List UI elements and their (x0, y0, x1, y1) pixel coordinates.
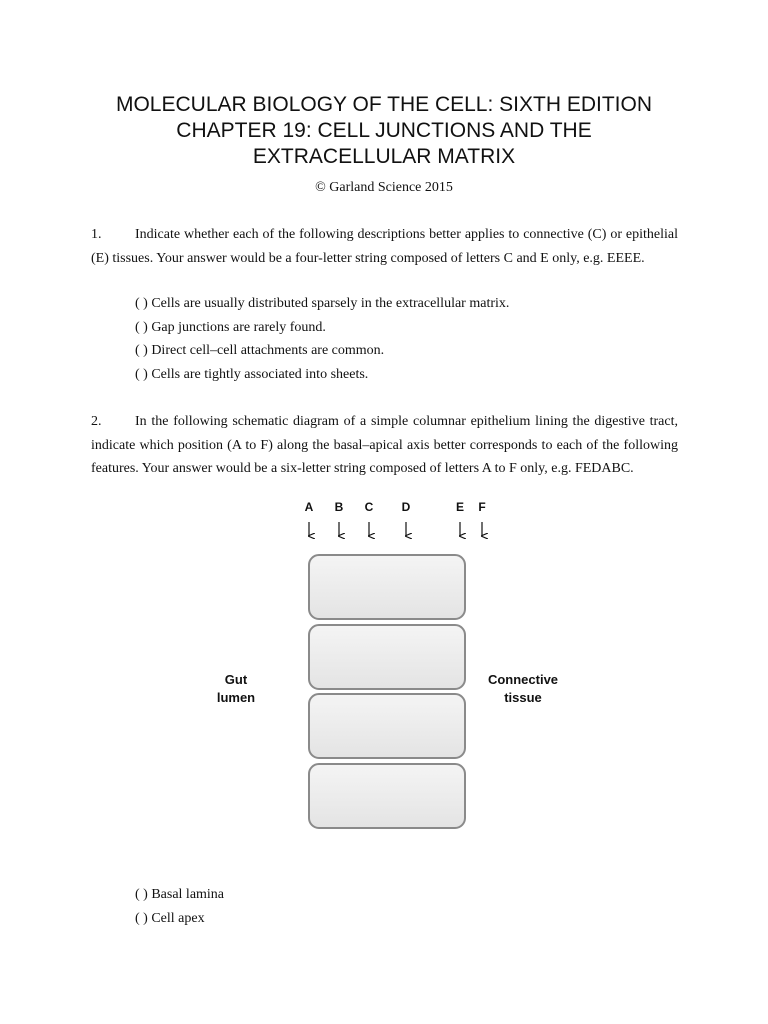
question-1-option-4[interactable]: ( ) Cells are tightly associated into sheets. (135, 367, 369, 382)
question-2-option-2[interactable]: ( ) Cell apex (135, 911, 205, 926)
question-2-text: In the following schematic diagram of a simple columnar epithelium lining the digestive tract, indicate which position (A to F) along the basal–apical axis better corresponds to each of the following features. Your answer would be a six-letter string composed of letters A to F only, e.g. FEDABC. (91, 414, 678, 476)
connective-tissue-label: Connective tissue (487, 672, 559, 705)
position-label-e: E (455, 500, 464, 514)
epithelium-diagram (0, 495, 768, 845)
gut-lumen-label: Gut lumen (216, 672, 256, 705)
position-arrows (0, 495, 768, 555)
epithelial-cell-4 (308, 763, 466, 829)
epithelial-cell-1 (308, 554, 466, 620)
question-1-option-1[interactable]: ( ) Cells are usually distributed sparsely in the extracellular matrix. (135, 296, 510, 311)
position-label-f: F (478, 500, 486, 514)
question-2 (91, 410, 678, 481)
question-1-text: Indicate whether each of the following descriptions better applies to connective (C) or epithelial (E) tissues. Your answer would be a four-letter string composed of letters C and E only, e.g. EEEE. (91, 227, 678, 266)
title-line-1: MOLECULAR BIOLOGY OF THE CELL: SIXTH EDITION (115, 93, 652, 116)
question-1 (91, 223, 678, 270)
question-1-option-3[interactable]: ( ) Direct cell–cell attachments are common. (135, 343, 385, 358)
epithelial-cell-3 (308, 693, 466, 759)
position-label-a: A (304, 500, 314, 514)
position-label-d: D (401, 500, 411, 514)
question-1-option-2[interactable]: ( ) Gap junctions are rarely found. (135, 320, 326, 335)
question-2-number: 2. (91, 414, 102, 429)
copyright-line: © Garland Science 2015 (315, 180, 453, 195)
question-2-option-1[interactable]: ( ) Basal lamina (135, 887, 225, 902)
position-label-b: B (334, 500, 344, 514)
question-1-number: 1. (91, 227, 102, 242)
position-label-c: C (364, 500, 374, 514)
title-line-2: CHAPTER 19: CELL JUNCTIONS AND THE (176, 119, 592, 142)
document-title (0, 92, 768, 170)
epithelial-cell-2 (308, 624, 466, 690)
title-line-3: EXTRACELLULAR MATRIX (252, 145, 516, 168)
